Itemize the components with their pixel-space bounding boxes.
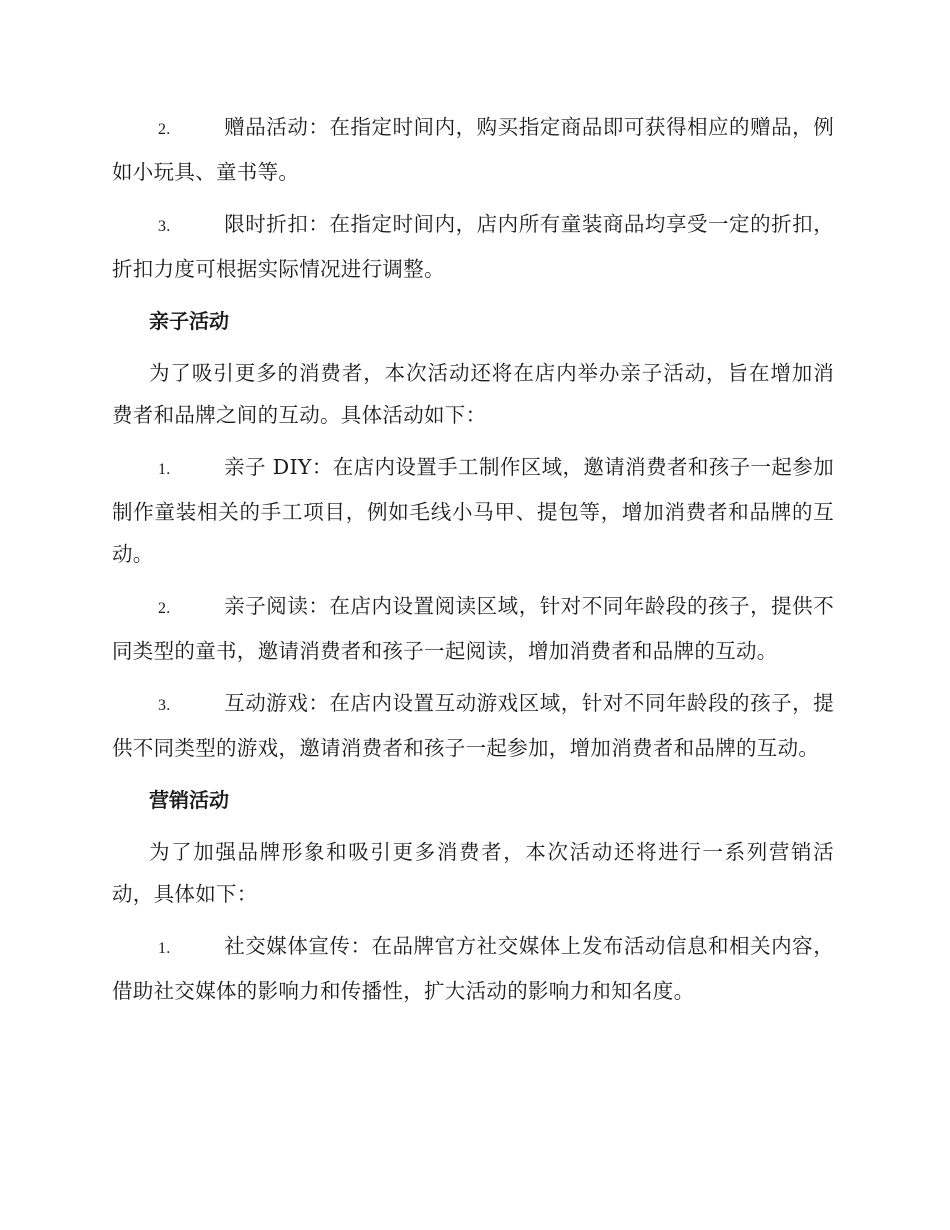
- list-number: 3.: [158, 697, 171, 714]
- list-text: 限时折扣：在指定时间内，店内所有童装商品均享受一定的折扣，折扣力度可根据实际情况进行调整。: [112, 212, 834, 281]
- list-text: 赠品活动：在指定时间内，购买指定商品即可获得相应的赠品，例如小玩具、童书等。: [112, 115, 834, 184]
- section-heading-marketing: 营销活动: [149, 788, 229, 812]
- list-text: 社交媒体宣传：在品牌官方社交媒体上发布活动信息和相关内容，借助社交媒体的影响力和传播性，扩大活动的影响力和知名度。: [112, 934, 834, 1003]
- list-number: 1.: [158, 461, 171, 478]
- list-text: 互动游戏：在店内设置互动游戏区域，针对不同年龄段的孩子，提供不同类型的游戏，邀请消费者和孩子一起参加，增加消费者和品牌的互动。: [112, 691, 834, 760]
- list-item: [112, 203, 834, 290]
- list-item: [112, 925, 834, 1012]
- list-number: 2.: [158, 600, 171, 617]
- list-item: [112, 106, 834, 193]
- list-number: 1.: [158, 940, 171, 957]
- list-text: 亲子阅读：在店内设置阅读区域，针对不同年龄段的孩子，提供不同类型的童书，邀请消费者和孩子一起阅读，增加消费者和品牌的互动。: [112, 594, 834, 663]
- list-item: [112, 585, 834, 672]
- list-text: 亲子 DIY：在店内设置手工制作区域，邀请消费者和孩子一起参加制作童装相关的手工项目，例如毛线小马甲、提包等，增加消费者和品牌的互动。: [112, 455, 834, 566]
- paragraph: 为了加强品牌形象和吸引更多消费者，本次活动还将进行一系列营销活动，具体如下：: [112, 840, 834, 906]
- list-number: 2.: [158, 121, 171, 138]
- paragraph: 为了吸引更多的消费者，本次活动还将在店内举办亲子活动，旨在增加消费者和品牌之间的互动。具体活动如下：: [112, 361, 834, 427]
- list-item: [112, 682, 834, 769]
- section-heading-parent-child: 亲子活动: [149, 309, 229, 333]
- list-item: [112, 446, 834, 575]
- document-body: [112, 106, 834, 1022]
- list-number: 3.: [158, 218, 171, 235]
